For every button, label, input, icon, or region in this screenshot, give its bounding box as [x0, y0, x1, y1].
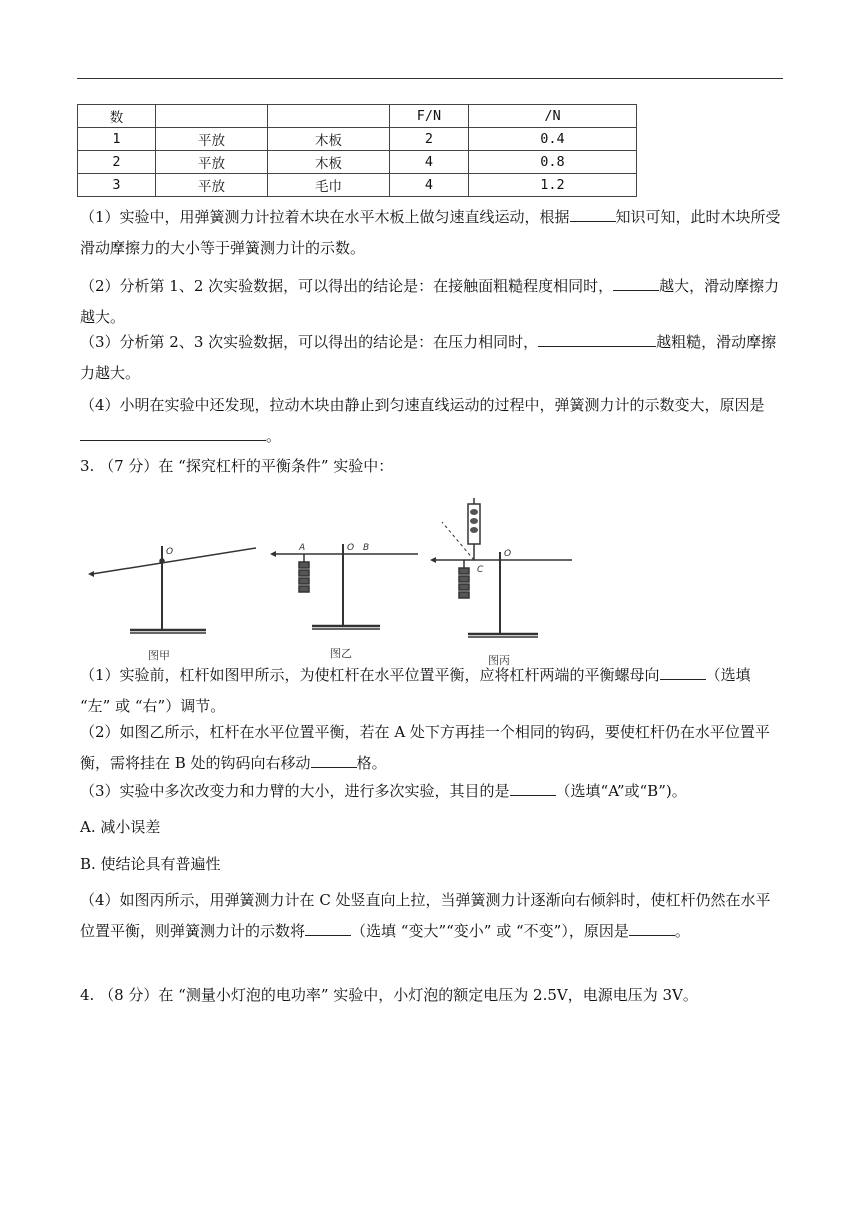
q3-part4-text-cont: （选填 “变大”“变小” 或 “不变”），原因是 — [351, 922, 629, 940]
q3-part3 — [80, 776, 783, 807]
table-cell — [156, 105, 268, 128]
q2-part3 — [80, 327, 783, 389]
q3-part4 — [80, 885, 783, 947]
answer-blank[interactable] — [510, 779, 556, 796]
table-cell: 4 — [390, 151, 469, 174]
fig-yi-caption: 图乙 — [330, 647, 352, 660]
table-cell: 0.4 — [469, 128, 637, 151]
table-cell: 木板 — [268, 151, 390, 174]
table-cell: 3 — [78, 174, 156, 197]
figure-jia — [88, 546, 256, 633]
q3-option-a: A. 减小误差 — [80, 818, 161, 836]
q2-part4-text: （4）小明在实验中还发现，拉动木块由静止到匀速直线运动的过程中，弹簧测力计的示数变大，原因是 — [80, 396, 765, 414]
fig-jia-caption: 图甲 — [148, 649, 170, 662]
table-cell: 数 — [78, 105, 156, 128]
answer-blank[interactable] — [311, 751, 357, 768]
q3-part1-text-cont: （选填 “左” 或 “右”）调节。 — [80, 666, 751, 715]
table-cell: 平放 — [156, 128, 268, 151]
table-cell — [268, 105, 390, 128]
q2-part3-text: （3）分析第 2、3 次实验数据，可以得出的结论是：在压力相同时， — [80, 333, 539, 351]
table-cell: 2 — [78, 151, 156, 174]
point-o-label: O — [347, 543, 355, 553]
q3-part1 — [80, 660, 783, 722]
table-cell: 木板 — [268, 128, 390, 151]
q3-part2-text-cont: 格。 — [356, 754, 387, 772]
table-row — [78, 128, 637, 151]
answer-blank[interactable] — [660, 663, 706, 680]
q3-part1-text: （1）实验前，杠杆如图甲所示，为使杠杆在水平位置平衡，应将杠杆两端的平衡螺母向 — [80, 666, 660, 684]
table-cell: 0.8 — [469, 151, 637, 174]
q2-part4-text-cont: 。 — [266, 427, 282, 445]
fig-bing-caption: 图丙 — [488, 654, 510, 667]
q3-heading: 3. （7 分）在 “探究杠杆的平衡条件” 实验中： — [80, 457, 394, 475]
friction-data-table — [77, 104, 637, 197]
q3-part4-text: （4）如图丙所示，用弹簧测力计在 C 处竖直向上拉，当弹簧测力计逐渐向右倾斜时，使杠杆仍然在水平位置平衡，则弹簧测力计的示数将 — [80, 891, 771, 940]
lever-figures — [80, 494, 580, 667]
point-b-label: B — [363, 543, 370, 553]
table-row — [78, 151, 637, 174]
answer-blank[interactable] — [538, 330, 656, 347]
table-cell: 平放 — [156, 174, 268, 197]
q3-part2-text: （2）如图乙所示，杠杆在水平位置平衡，若在 A 处下方再挂一个相同的钩码，要使杠杆仍在水平位置平衡，需将挂在 B 处的钩码向右移动 — [80, 723, 770, 772]
answer-blank[interactable] — [570, 205, 616, 222]
point-c-label: C — [477, 565, 484, 575]
table-header-row — [78, 105, 637, 128]
q3-part3-text: （3）实验中多次改变力和力臂的大小，进行多次实验，其目的是 — [80, 782, 510, 800]
point-o-label: O — [166, 547, 174, 557]
answer-blank[interactable] — [613, 274, 659, 291]
table-cell: 平放 — [156, 151, 268, 174]
answer-blank[interactable] — [629, 919, 675, 936]
q3-part3-text-cont: （选填“A”或“B”)。 — [555, 782, 687, 800]
table-cell: 2 — [390, 128, 469, 151]
q4-heading: 4. （8 分）在 “测量小灯泡的电功率” 实验中，小灯泡的额定电压为 2.5V，电源电压为 3V。 — [80, 986, 698, 1004]
figure-bing — [430, 498, 572, 637]
q2-part2-text: （2）分析第 1、2 次实验数据，可以得出的结论是：在接触面粗糙程度相同时， — [80, 277, 614, 295]
q2-part1-text: （1）实验中，用弹簧测力计拉着木块在水平木板上做匀速直线运动，根据 — [80, 208, 570, 226]
point-o-label: O — [504, 549, 512, 559]
q2-part2-text-cont: 越大，滑动摩擦力越大。 — [80, 277, 780, 326]
q2-part3-text-cont: 越粗糙，滑动摩擦力越大。 — [80, 333, 777, 382]
q3-option-b: B. 使结论具有普遍性 — [80, 855, 221, 873]
answer-blank[interactable] — [80, 424, 266, 441]
q2-part4 — [80, 390, 783, 452]
point-a-label: A — [299, 543, 306, 553]
q2-part2 — [80, 271, 783, 333]
table-cell: /N — [469, 105, 637, 128]
q3-part4-text-end: 。 — [674, 922, 690, 940]
table-cell: F/N — [390, 105, 469, 128]
table-row — [78, 174, 637, 197]
header-rule — [77, 78, 783, 79]
q3-part2 — [80, 717, 783, 779]
table-cell: 1 — [78, 128, 156, 151]
q2-part1-text-cont: 知识可知，此时木块所受滑动摩擦力的大小等于弹簧测力计的示数。 — [80, 208, 781, 257]
answer-blank[interactable] — [305, 919, 351, 936]
table-cell: 毛巾 — [268, 174, 390, 197]
q2-part1 — [80, 202, 783, 264]
figure-yi — [270, 544, 418, 629]
table-cell: 1.2 — [469, 174, 637, 197]
table-cell: 4 — [390, 174, 469, 197]
